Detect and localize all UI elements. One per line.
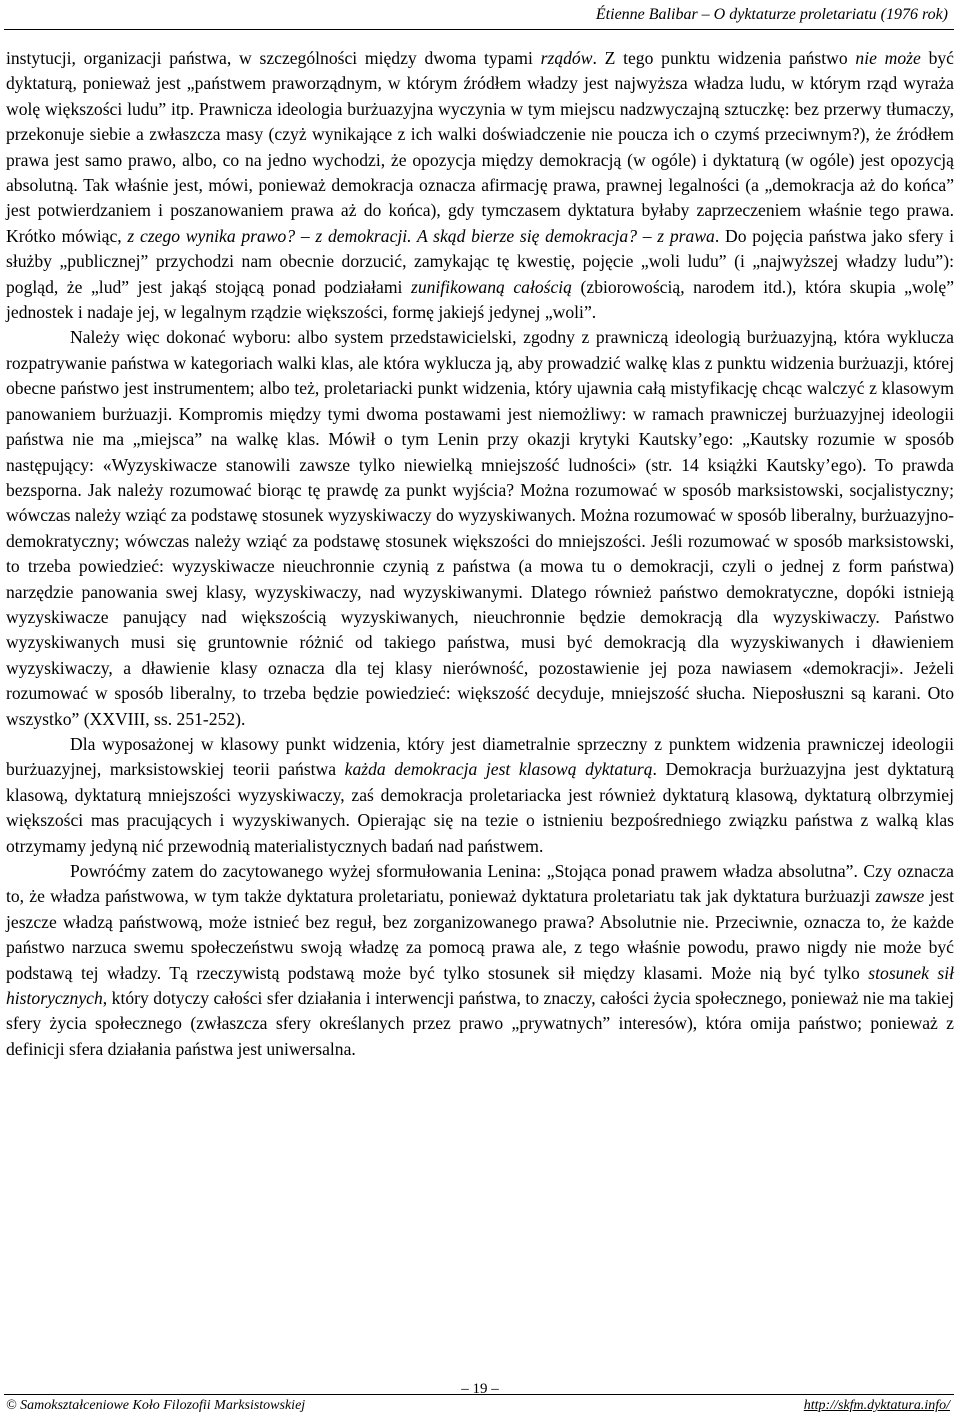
paragraph-text: . Do pojęcia państwa jako sfery i służby „publicznej” przychodzi nam obecnie dorzucić, zamykając tę kwestię, pojęcie „woli ludu” (i „najwyższej władzy ludu”): pogląd, że „lud” jest jakąś stojącą ponad podziałami (6, 225, 954, 297)
emphasis-text: zunifikowaną całością (410, 276, 572, 297)
page-number: – 19 – (461, 1381, 499, 1397)
body-paragraph (6, 325, 954, 732)
body-paragraph (6, 859, 954, 1062)
body-paragraph (6, 46, 954, 325)
paragraph-text: (zbiorowością, narodem itd.), która skupia „wolę” jednostek i nadaje jej, w legalnym rządzie większości, formę jakiejś jedynej „woli”. (6, 276, 954, 323)
emphasis-text: każda demokracja jest klasową dyktaturą (344, 759, 653, 780)
paragraph-text: być dyktaturą, ponieważ jest „państwem praworządnym, w którym źródłem władzy jest najwyższa władza ludu, w którym rząd wyraża wolę większości ludu” itp. Prawnicza ideologia burżuazyjna wyczynia w tym miejscu nadzwyczajną sztuczkę: bez przerwy tłumaczy, przekonuje siebie a zwłaszcza masy (czyż wynikające z ich walki doświadczenie nie poucza ich o czymś przeciwnym?), że źródłem prawa jest samo prawo, albo, co na jedno wychodzi, że opozycja między demokracją (w ogóle) i dyktaturą (w ogóle) jest opozycją absolutną. Tak właśnie jest, mówi, ponieważ demokracja oznacza afirmację prawa, prawnej legalności (a „demokracja aż do końca” jest potwierdzaniem i poszanowaniem prawa aż do końca), gdy tymczasem dyktatura byłaby zaprzeczeniem właśnie tego prawa. Krótko mówiąc, (6, 48, 954, 246)
emphasis-text: zawsze (875, 886, 925, 907)
footer-copyright: © Samokształceniowe Koło Filozofii Marksistowskiej (6, 1398, 306, 1413)
footer-url-link[interactable]: http://skfm.dyktatura.info/ (803, 1398, 950, 1413)
emphasis-text: stosunek sił historycznych (6, 962, 954, 1009)
header-rule (4, 29, 954, 30)
footer-rule (4, 1394, 954, 1395)
body-paragraph (6, 732, 954, 859)
document-body (6, 46, 954, 1062)
emphasis-text: z czego wynika prawo? – z demokracji. A skąd bierze się demokracja? – z prawa (127, 225, 715, 246)
page-header (0, 0, 960, 40)
emphasis-text: nie może (855, 48, 921, 68)
emphasis-text: rządów (540, 48, 593, 68)
paragraph-text: jest jeszcze władzą państwową, może istnieć bez reguł, bez zorganizowanego prawa? Absolutnie nie. Przeciwnie, oznacza to, że każde państwo narzuca swemu społeczeństwu swoją władzę za pomocą prawa ale, z tego właśnie powodu, prawo nigdy nie może być podstawą tej władzy. Tą rzeczywistą podstawą może być tylko stosunek sił między klasami. Może nią być tylko (6, 886, 954, 983)
header-title: Étienne Balibar – O dyktaturze proletariatu (1976 rok) (595, 6, 948, 23)
paragraph-text: instytucji, organizacji państwa, w szczególności między dwoma typami (6, 48, 541, 68)
paragraph-text: Należy więc dokonać wyboru: albo system przedstawicielski, zgodny z prawniczą ideologią burżuazyjną, która wyklucza rozpatrywanie państwa w kategoriach walki klas, ale która wyklucza ją, aby prowadzić walkę klas z punktu widzenia burżuazji, której obecne państwo jest instrumentem; albo też, proletariacki punkt widzenia, który ujawnia całą mistyfikację chcąc walczyć z klasowym panowaniem burżuazji. Kompromis między tymi dwoma postawami jest niemożliwy: w ramach prawniczej burżuazyjnej ideologii państwa nie ma „miejsca” na walkę klas. Mówił o tym Lenin przy okazji krytyki Kautsky’ego: „Kautsky rozumie w sposób następujący: «Wyzyskiwacze stanowili zawsze tylko niewielką mniejszość ludności» (str. 14 książki Kautsky’ego). To prawda bezsporna. Jak należy rozumować biorąc tę prawdę za punkt wyjścia? Można rozumować w sposób marksistowski, socjalistyczny; wówczas należy wziąć za podstawę stosunek wyzyskiwaczy do wyzyskiwanych. Można rozumować w sposób liberalny, burżuazyjno-demokratyczny; wówczas należy wziąć za podstawę stosunek większości do mniejszości. Jeśli rozumować w sposób marksistowski, to trzeba powiedzieć: wyzyskiwacze nieuchronnie czynią z państwa (a mowa tu o demokracji, czyli o jednej z form państwa) narzędzie panowania swej klasy, wyzyskiwaczy, nad wyzyskiwanymi. Dlatego również państwo demokratyczne, dopóki istnieją wyzyskiwacze panujący nad większością wyzyskiwanych, nieuchronnie będzie demokracją dla wyzyskiwaczy. Państwo wyzyskiwanych musi się gruntownie różnić od takiego państwa, musi być demokracją dla wyzyskiwanych i dławieniem wyzyskiwaczy, a dławienie klasy oznacza dla tej klasy nierówność, pozostawienie jej poza nawiasem «demokracji». Jeżeli rozumować w sposób liberalny, to trzeba będzie powiedzieć: większość decyduje, mniejszość słucha. Nieposłuszni są karani. Oto wszystko” (XXVIII, ss. 251-252). (6, 327, 954, 729)
paragraph-text: . Z tego punktu widzenia państwo (592, 48, 856, 68)
paragraph-text: Powróćmy zatem do zacytowanego wyżej sformułowania Lenina: „Stojąca ponad prawem władza absolutna”. Czy oznacza to, że władza państwowa, w tym także dyktatura proletariatu, ponieważ dyktatura proletariatu tak jak dyktatura burżuazji (6, 861, 954, 907)
paragraph-text: Dla wyposażonej w klasowy punkt widzenia, który jest diametralnie sprzeczny z punktem widzenia prawniczej ideologii burżuazyjnej, marksistowskiej teorii państwa (6, 733, 954, 780)
paragraph-text: . Demokracja burżuazyjna jest dyktaturą klasową, dyktaturą mniejszości wyzyskiwaczy, zaś demokracja proletariacka jest również dyktaturą klasową, dyktaturą olbrzymiej większości mas pracujących i wyzyskiwanych. Opierając się na tezie o istnieniu bezpośredniego związku państwa z walką klas otrzymamy jedyną nić przewodnią materialistycznych badań nad państwem. (6, 759, 954, 856)
paragraph-text: , który dotyczy całości sfer działania i interwencji państwa, to znaczy, całości życia społecznego, ponieważ nie ma takiej sfery życia społecznego (zwłaszcza sfery określanych przez prawo „prywatnych” interesów), która omija państwo; ponieważ z definicji sfera działania państwa jest uniwersalna. (6, 988, 954, 1059)
